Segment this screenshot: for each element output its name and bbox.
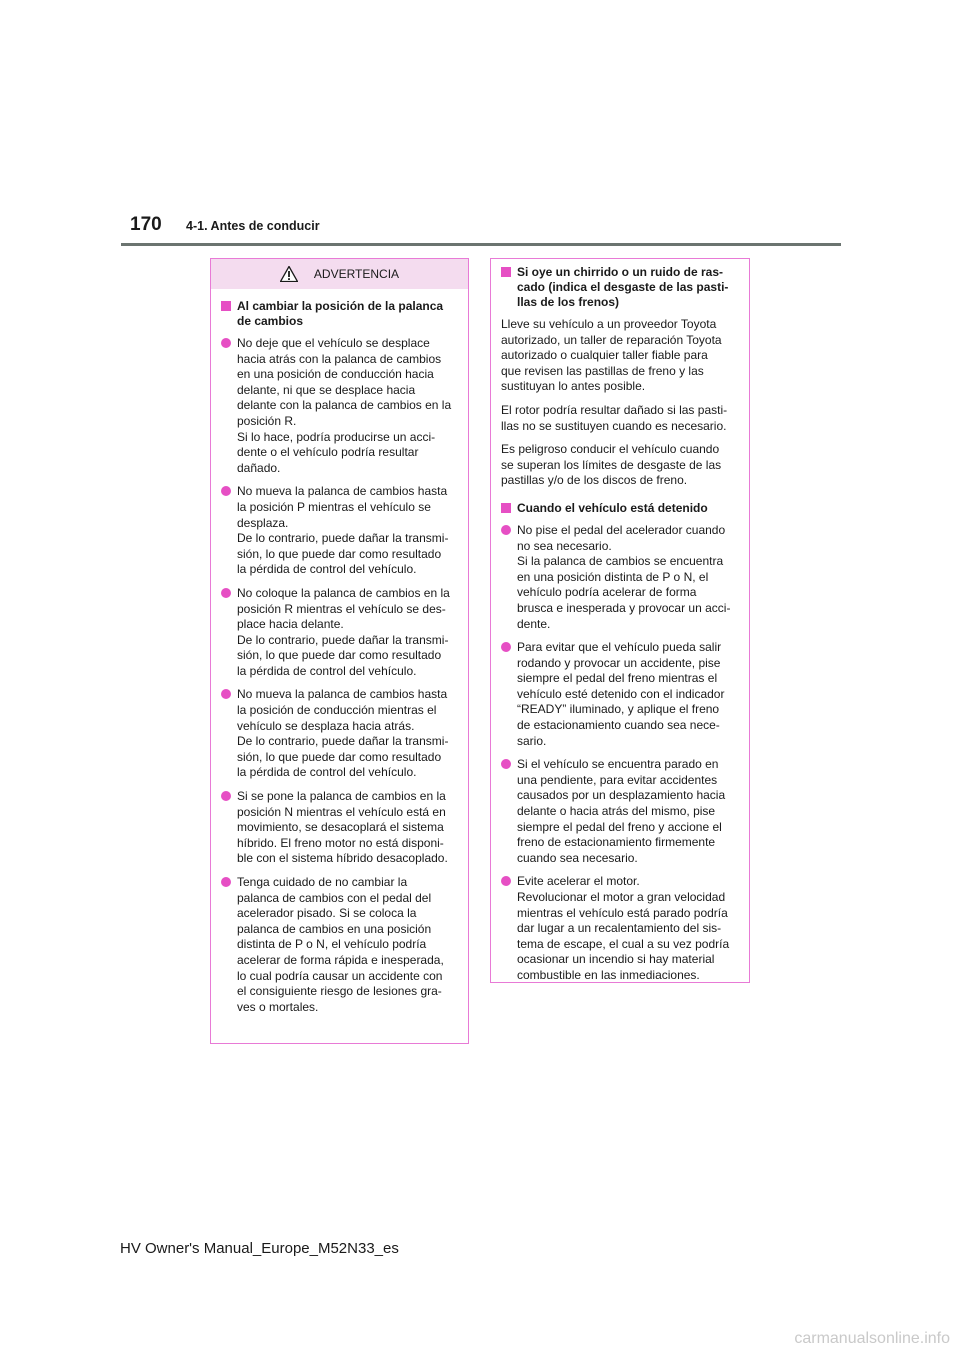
warning-triangle-icon bbox=[280, 266, 298, 282]
paragraph: Lleve su vehículo a un proveedor Toyota autorizado, un taller de reparación Toyota autorizado o cualquier taller fiable para que revisen las pastillas de freno y las sustituyan lo antes posible. bbox=[501, 317, 722, 394]
list-item bbox=[221, 484, 458, 578]
list-item-text: No coloque la palanca de cambios en la posición R mientras el vehículo se des- place hacia delante. De lo contrario, puede dañar la transmi- sión, lo que puede dar como resultado la pérdida de control del vehículo. bbox=[237, 585, 450, 678]
list-item-text: No pise el pedal del acelerador cuando no sea necesario. Si la palanca de cambios se encuentra en una posición distinta de P o N, el vehículo podría acelerar de forma brusca e inesperada y provocar un acci- dente. bbox=[517, 522, 731, 631]
circle-bullet-icon bbox=[221, 338, 231, 348]
warning-box-continued bbox=[490, 258, 750, 983]
list-item bbox=[221, 586, 458, 680]
list-item-text: No deje que el vehículo se desplace hacia atrás con la palanca de cambios en una posición de conducción hacia delante, ni que se desplace hacia delante con la palanca de cambios en la posición R. Si lo hace, podría producirse un acci- dente o el vehículo podría resultar dañado. bbox=[237, 336, 452, 475]
paragraph: El rotor podría resultar dañado si las pasti- llas no se sustituyen cuando es necesario. bbox=[501, 402, 728, 433]
list-item-text: Si el vehículo se encuentra parado en una pendiente, para evitar accidentes causados por un desplazamiento hacia delante o hacia atrás del mismo, pise siempre el pedal del freno y accione el freno de estacionamiento firmemente cuando sea necesario. bbox=[517, 757, 726, 865]
footer-manual-id: HV Owner's Manual_Europe_M52N33_es bbox=[120, 1240, 399, 1257]
list-item-text: Tenga cuidado de no cambiar la palanca de cambios con el pedal del acelerador pisado. Si se coloca la palanca de cambios en una posición distinta de P o N, el vehículo podría acelerar de forma rápida e inesperada, lo cual podría causar un accidente con el consiguiente riesgo de lesiones gra- ves o mortales. bbox=[237, 875, 444, 1014]
circle-bullet-icon bbox=[221, 486, 231, 496]
header-rule bbox=[121, 243, 841, 246]
warning-header bbox=[211, 259, 468, 289]
section-heading-text: Al cambiar la posición de la palanca de cambios bbox=[237, 299, 444, 328]
watermark: carmanualsonline.info bbox=[794, 1330, 950, 1347]
list-item-text: No mueva la palanca de cambios hasta la posición P mientras el vehículo se desplaza. De lo contrario, puede dañar la transmi- sión, lo que puede dar como resultado la pérdida de control del vehículo. bbox=[237, 484, 449, 577]
list-item-text: Para evitar que el vehículo pueda salir rodando y provocar un accidente, pise siempre el pedal del freno mientras el vehículo esté detenido con el indicador “READY” iluminado, y aplique el freno de estacionamiento cuando sea nece- sario. bbox=[517, 640, 725, 748]
circle-bullet-icon bbox=[221, 588, 231, 598]
page-number: 170 bbox=[130, 214, 162, 235]
list-item bbox=[221, 789, 458, 867]
section-heading-text: Si oye un chirrido o un ruido de ras- cado (indica el desgaste de las pasti- llas de los frenos) bbox=[517, 265, 729, 309]
list-item bbox=[221, 875, 458, 1015]
square-bullet-icon bbox=[501, 267, 511, 277]
circle-bullet-icon bbox=[221, 791, 231, 801]
warning-title: ADVERTENCIA bbox=[313, 267, 400, 281]
circle-bullet-icon bbox=[501, 876, 511, 886]
list-item bbox=[501, 640, 739, 749]
square-bullet-icon bbox=[221, 301, 231, 311]
list-item-text: Evite acelerar el motor. Revolucionar el motor a gran velocidad mientras el vehículo está parado podría dar lugar a un recalentamiento del sis- tema de escape, el cual a su vez podría ocasionar un incendio si hay material combustible en las inmediaciones. bbox=[517, 874, 730, 982]
square-bullet-icon bbox=[501, 503, 511, 513]
list-item bbox=[501, 523, 739, 632]
section-title: 4-1. Antes de conducir bbox=[186, 219, 320, 233]
list-item bbox=[221, 336, 458, 476]
list-item bbox=[221, 687, 458, 781]
circle-bullet-icon bbox=[221, 877, 231, 887]
list-item-text: Si se pone la palanca de cambios en la posición N mientras el vehículo está en movimiento, se desacoplará el sistema híbrido. El freno motor no está disponi- ble con el sistema híbrido desacoplado. bbox=[237, 789, 448, 866]
section-heading bbox=[221, 299, 458, 329]
list-item bbox=[501, 874, 739, 983]
circle-bullet-icon bbox=[501, 642, 511, 652]
section-heading bbox=[501, 265, 739, 310]
paragraph: Es peligroso conducir el vehículo cuando se superan los límites de desgaste de las pastillas y/o de los discos de freno. bbox=[501, 442, 722, 488]
circle-bullet-icon bbox=[501, 759, 511, 769]
warning-box bbox=[210, 258, 469, 1044]
circle-bullet-icon bbox=[221, 689, 231, 699]
list-item-text: No mueva la palanca de cambios hasta la posición de conducción mientras el vehículo se desplaza hacia atrás. De lo contrario, puede dañar la transmi- sión, lo que puede dar como resultado la pérdida de control del vehículo. bbox=[237, 687, 449, 780]
section-heading-text: Cuando el vehículo está detenido bbox=[517, 500, 708, 515]
circle-bullet-icon bbox=[501, 525, 511, 535]
section-heading bbox=[501, 501, 739, 516]
list-item bbox=[501, 757, 739, 866]
